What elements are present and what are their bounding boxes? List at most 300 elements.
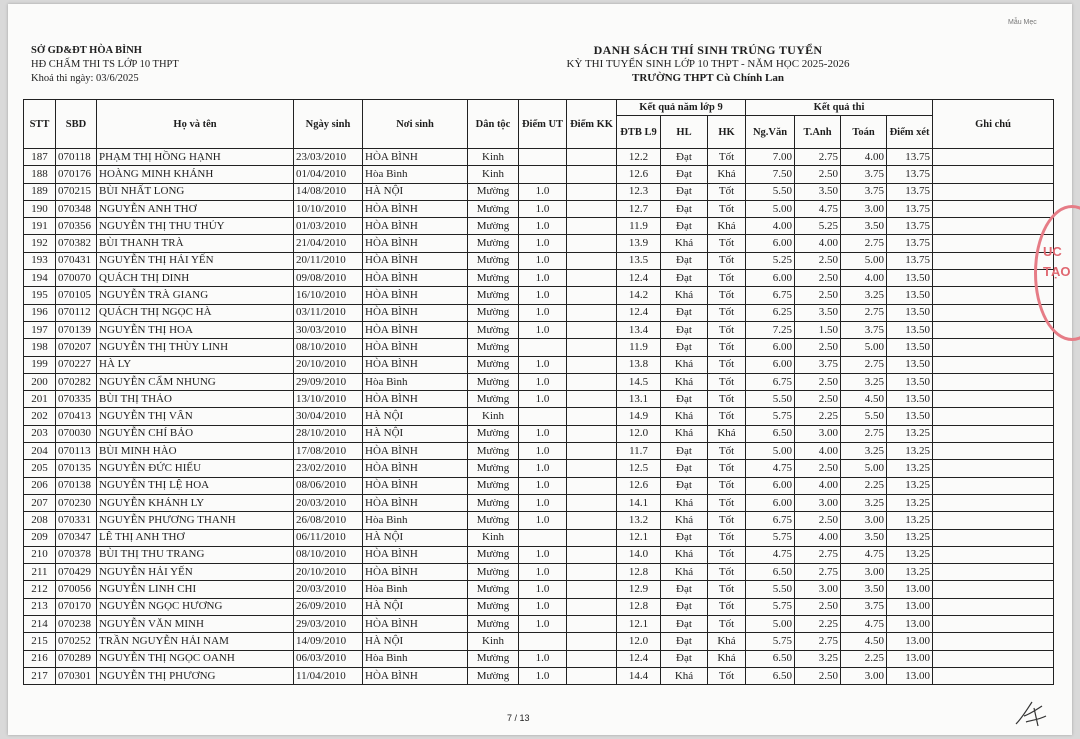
cell-hk: Tốt — [708, 287, 746, 304]
cell-name: BÙI THỊ THẢO — [97, 391, 294, 408]
cell-pob: HÒA BÌNH — [363, 149, 468, 166]
cell-van: 5.00 — [746, 443, 795, 460]
cell-xet: 13.25 — [887, 425, 933, 442]
cell-hl: Đạt — [661, 270, 708, 287]
cell-sbd: 070112 — [56, 304, 97, 321]
cell-anh: 2.50 — [795, 460, 841, 477]
cell-pob: HÒA BÌNH — [363, 339, 468, 356]
table-row — [24, 166, 1054, 183]
cell-dtb: 13.2 — [617, 512, 661, 529]
cell-kk — [567, 391, 617, 408]
cell-sbd: 070413 — [56, 408, 97, 425]
cell-sbd: 070429 — [56, 564, 97, 581]
cell-hk: Tốt — [708, 529, 746, 546]
cell-ethnic: Mường — [468, 235, 519, 252]
cell-anh: 4.00 — [795, 477, 841, 494]
cell-pob: HÒA BÌNH — [363, 667, 468, 684]
cell-toan: 2.75 — [841, 356, 887, 373]
cell-name: PHẠM THỊ HỒNG HẠNH — [97, 149, 294, 166]
cell-pob: Hòa Bình — [363, 581, 468, 598]
cell-kk — [567, 356, 617, 373]
cell-pob: HÒA BÌNH — [363, 356, 468, 373]
cell-dtb: 12.5 — [617, 460, 661, 477]
cell-pob: HÒA BÌNH — [363, 546, 468, 563]
cell-note — [933, 494, 1054, 511]
cell-stt: 210 — [24, 546, 56, 563]
cell-toan: 5.00 — [841, 339, 887, 356]
cell-hk: Khá — [708, 425, 746, 442]
cell-hl: Đạt — [661, 477, 708, 494]
cell-dtb: 14.1 — [617, 494, 661, 511]
cell-hk: Tốt — [708, 183, 746, 200]
cell-dob: 20/03/2010 — [294, 494, 363, 511]
table-row — [24, 477, 1054, 494]
cell-hl: Khá — [661, 356, 708, 373]
cell-kk — [567, 149, 617, 166]
signature-mark — [1012, 698, 1052, 730]
cell-ut: 1.0 — [519, 443, 567, 460]
cell-kk — [567, 339, 617, 356]
table-row — [24, 425, 1054, 442]
cell-hl: Khá — [661, 235, 708, 252]
cell-sbd: 070238 — [56, 616, 97, 633]
col-kk: Điểm KK — [567, 100, 617, 149]
cell-dtb: 12.4 — [617, 650, 661, 667]
cell-pob: HÒA BÌNH — [363, 235, 468, 252]
cell-dtb: 12.3 — [617, 183, 661, 200]
cell-toan: 3.25 — [841, 287, 887, 304]
cell-xet: 13.50 — [887, 373, 933, 390]
table-row — [24, 512, 1054, 529]
cell-hk: Tốt — [708, 235, 746, 252]
cell-kk — [567, 667, 617, 684]
cell-xet: 13.25 — [887, 512, 933, 529]
cell-ethnic: Mường — [468, 252, 519, 269]
cell-xet: 13.50 — [887, 339, 933, 356]
cell-name: NGUYỄN THỊ THU THỦY — [97, 218, 294, 235]
cell-dtb: 12.2 — [617, 149, 661, 166]
cell-dob: 20/03/2010 — [294, 581, 363, 598]
cell-ethnic: Kinh — [468, 529, 519, 546]
table-row — [24, 408, 1054, 425]
cell-note — [933, 477, 1054, 494]
cell-hk: Tốt — [708, 564, 746, 581]
cell-stt: 206 — [24, 477, 56, 494]
cell-pob: HÒA BÌNH — [363, 252, 468, 269]
table-row — [24, 373, 1054, 390]
cell-dtb: 12.9 — [617, 581, 661, 598]
table-row — [24, 633, 1054, 650]
cell-stt: 211 — [24, 564, 56, 581]
corner-note: Mẫu Mẹc — [1008, 19, 1037, 26]
cell-van: 6.50 — [746, 667, 795, 684]
cell-hl: Đạt — [661, 218, 708, 235]
cell-xet: 13.25 — [887, 443, 933, 460]
cell-hl: Khá — [661, 512, 708, 529]
cell-hk: Tốt — [708, 667, 746, 684]
cell-hk: Tốt — [708, 149, 746, 166]
cell-stt: 187 — [24, 149, 56, 166]
cell-pob: HÒA BÌNH — [363, 321, 468, 338]
cell-sbd: 070331 — [56, 512, 97, 529]
cell-dob: 17/08/2010 — [294, 443, 363, 460]
cell-kk — [567, 494, 617, 511]
cell-kk — [567, 287, 617, 304]
cell-anh: 2.50 — [795, 391, 841, 408]
cell-dob: 16/10/2010 — [294, 287, 363, 304]
cell-stt: 208 — [24, 512, 56, 529]
cell-stt: 189 — [24, 183, 56, 200]
cell-dtb: 13.1 — [617, 391, 661, 408]
cell-note — [933, 667, 1054, 684]
cell-ut: 1.0 — [519, 546, 567, 563]
cell-hk: Tốt — [708, 304, 746, 321]
cell-kk — [567, 460, 617, 477]
cell-kk — [567, 564, 617, 581]
cell-note — [933, 546, 1054, 563]
cell-note — [933, 529, 1054, 546]
cell-ut — [519, 633, 567, 650]
cell-kk — [567, 581, 617, 598]
cell-hl: Đạt — [661, 460, 708, 477]
cell-name: HÀ LY — [97, 356, 294, 373]
cell-kk — [567, 235, 617, 252]
col-ut: Điểm UT — [519, 100, 567, 149]
cell-ethnic: Mường — [468, 581, 519, 598]
cell-name: NGUYỄN THỊ THÙY LINH — [97, 339, 294, 356]
cell-ethnic: Mường — [468, 339, 519, 356]
cell-ut — [519, 339, 567, 356]
cell-van: 7.00 — [746, 149, 795, 166]
cell-van: 6.00 — [746, 356, 795, 373]
cell-xet: 13.25 — [887, 564, 933, 581]
cell-stt: 195 — [24, 287, 56, 304]
cell-van: 5.50 — [746, 183, 795, 200]
table-row — [24, 218, 1054, 235]
cell-dob: 01/03/2010 — [294, 218, 363, 235]
cell-kk — [567, 443, 617, 460]
cell-dob: 11/04/2010 — [294, 667, 363, 684]
cell-name: NGUYỄN PHƯƠNG THANH — [97, 512, 294, 529]
col-dob: Ngày sinh — [294, 100, 363, 149]
cell-kk — [567, 270, 617, 287]
cell-ut: 1.0 — [519, 304, 567, 321]
cell-sbd: 070170 — [56, 598, 97, 615]
cell-hl: Đạt — [661, 598, 708, 615]
col-dtb: ĐTB L9 — [617, 116, 661, 149]
cell-kk — [567, 650, 617, 667]
table-row — [24, 529, 1054, 546]
cell-ut — [519, 529, 567, 546]
cell-xet: 13.75 — [887, 183, 933, 200]
cell-name: NGUYỄN ANH THƠ — [97, 200, 294, 217]
cell-name: BÙI THANH TRÀ — [97, 235, 294, 252]
col-group-grade9: Kết quả năm lớp 9 — [617, 100, 746, 116]
cell-kk — [567, 218, 617, 235]
cell-kk — [567, 304, 617, 321]
cell-kk — [567, 546, 617, 563]
cell-hk: Tốt — [708, 598, 746, 615]
cell-stt: 198 — [24, 339, 56, 356]
cell-name: BÙI THỊ THU TRANG — [97, 546, 294, 563]
cell-ut: 1.0 — [519, 477, 567, 494]
cell-anh: 2.50 — [795, 166, 841, 183]
cell-hl: Đạt — [661, 443, 708, 460]
cell-xet: 13.50 — [887, 408, 933, 425]
cell-name: BÙI NHẤT LONG — [97, 183, 294, 200]
cell-name: QUÁCH THỊ DINH — [97, 270, 294, 287]
cell-name: NGUYỄN THỊ PHƯƠNG — [97, 667, 294, 684]
cell-toan: 4.50 — [841, 391, 887, 408]
cell-kk — [567, 252, 617, 269]
cell-note — [933, 304, 1054, 321]
cell-note — [933, 391, 1054, 408]
cell-dob: 28/10/2010 — [294, 425, 363, 442]
cell-dob: 20/11/2010 — [294, 252, 363, 269]
cell-anh: 2.50 — [795, 512, 841, 529]
cell-ethnic: Mường — [468, 373, 519, 390]
cell-hl: Đạt — [661, 321, 708, 338]
cell-pob: HÒA BÌNH — [363, 443, 468, 460]
cell-pob: HÒA BÌNH — [363, 218, 468, 235]
cell-dtb: 13.9 — [617, 235, 661, 252]
cell-xet: 13.00 — [887, 667, 933, 684]
exam-date: Khoá thi ngày: 03/6/2025 — [31, 73, 139, 84]
cell-stt: 213 — [24, 598, 56, 615]
cell-stt: 200 — [24, 373, 56, 390]
table-row — [24, 460, 1054, 477]
cell-kk — [567, 321, 617, 338]
cell-hl: Khá — [661, 408, 708, 425]
cell-name: NGUYỄN CHÍ BẢO — [97, 425, 294, 442]
cell-xet: 13.75 — [887, 200, 933, 217]
cell-toan: 4.00 — [841, 270, 887, 287]
cell-hl: Đạt — [661, 581, 708, 598]
cell-ut — [519, 166, 567, 183]
cell-name: QUÁCH THỊ NGỌC HÀ — [97, 304, 294, 321]
cell-hk: Tốt — [708, 321, 746, 338]
cell-dob: 08/10/2010 — [294, 546, 363, 563]
cell-hl: Khá — [661, 564, 708, 581]
cell-van: 6.00 — [746, 235, 795, 252]
cell-note — [933, 616, 1054, 633]
cell-pob: HÀ NỘI — [363, 183, 468, 200]
cell-anh: 2.50 — [795, 667, 841, 684]
cell-name: NGUYỄN THỊ HẢI YẾN — [97, 252, 294, 269]
cell-ut: 1.0 — [519, 356, 567, 373]
cell-dob: 26/08/2010 — [294, 512, 363, 529]
cell-name: NGUYỄN THỊ NGỌC OANH — [97, 650, 294, 667]
cell-xet: 13.75 — [887, 149, 933, 166]
cell-pob: HÀ NỘI — [363, 408, 468, 425]
stamp-text-2: TẠO — [1043, 264, 1071, 279]
cell-kk — [567, 425, 617, 442]
cell-stt: 199 — [24, 356, 56, 373]
cell-ut — [519, 149, 567, 166]
cell-anh: 2.50 — [795, 287, 841, 304]
cell-xet: 13.00 — [887, 616, 933, 633]
cell-hl: Đạt — [661, 183, 708, 200]
cell-hl: Khá — [661, 494, 708, 511]
cell-stt: 214 — [24, 616, 56, 633]
cell-note — [933, 149, 1054, 166]
cell-toan: 3.75 — [841, 598, 887, 615]
table-body — [24, 149, 1054, 685]
cell-dob: 23/02/2010 — [294, 460, 363, 477]
cell-xet: 13.25 — [887, 494, 933, 511]
cell-hl: Khá — [661, 287, 708, 304]
table-row — [24, 149, 1054, 166]
cell-anh: 4.00 — [795, 235, 841, 252]
cell-dtb: 14.9 — [617, 408, 661, 425]
cell-van: 6.25 — [746, 304, 795, 321]
cell-dtb: 11.9 — [617, 218, 661, 235]
cell-ut: 1.0 — [519, 581, 567, 598]
cell-anh: 2.50 — [795, 270, 841, 287]
col-van: Ng.Văn — [746, 116, 795, 149]
cell-toan: 3.00 — [841, 512, 887, 529]
cell-kk — [567, 477, 617, 494]
cell-hl: Đạt — [661, 149, 708, 166]
cell-ut: 1.0 — [519, 494, 567, 511]
cell-hl: Khá — [661, 425, 708, 442]
cell-hl: Đạt — [661, 633, 708, 650]
cell-dob: 13/10/2010 — [294, 391, 363, 408]
cell-hl: Đạt — [661, 529, 708, 546]
cell-stt: 193 — [24, 252, 56, 269]
issuer-council: HĐ CHẤM THI TS LỚP 10 THPT — [31, 59, 179, 70]
cell-sbd: 070118 — [56, 149, 97, 166]
cell-dtb: 13.4 — [617, 321, 661, 338]
table-row — [24, 321, 1054, 338]
cell-van: 6.00 — [746, 270, 795, 287]
cell-van: 6.00 — [746, 477, 795, 494]
cell-pob: Hòa Bình — [363, 512, 468, 529]
cell-sbd: 070356 — [56, 218, 97, 235]
cell-toan: 2.75 — [841, 235, 887, 252]
cell-ut: 1.0 — [519, 183, 567, 200]
cell-toan: 3.50 — [841, 529, 887, 546]
table-row — [24, 270, 1054, 287]
cell-hk: Tốt — [708, 200, 746, 217]
cell-pob: Hòa Bình — [363, 650, 468, 667]
cell-hk: Tốt — [708, 356, 746, 373]
cell-pob: HÒA BÌNH — [363, 616, 468, 633]
cell-xet: 13.00 — [887, 581, 933, 598]
cell-dtb: 11.7 — [617, 443, 661, 460]
cell-pob: HÀ NỘI — [363, 529, 468, 546]
cell-hk: Khá — [708, 218, 746, 235]
cell-ut — [519, 408, 567, 425]
cell-name: NGUYỄN KHÁNH LY — [97, 494, 294, 511]
table-row — [24, 581, 1054, 598]
cell-toan: 2.25 — [841, 477, 887, 494]
cell-hl: Khá — [661, 546, 708, 563]
cell-kk — [567, 183, 617, 200]
cell-ethnic: Mường — [468, 356, 519, 373]
cell-van: 5.50 — [746, 581, 795, 598]
cell-anh: 2.25 — [795, 616, 841, 633]
cell-hk: Tốt — [708, 616, 746, 633]
cell-toan: 3.00 — [841, 667, 887, 684]
cell-name: NGUYỄN NGỌC HƯƠNG — [97, 598, 294, 615]
cell-ethnic: Mường — [468, 477, 519, 494]
cell-name: TRẦN NGUYỄN HẢI NAM — [97, 633, 294, 650]
cell-pob: HÒA BÌNH — [363, 200, 468, 217]
document-title-block — [488, 43, 928, 85]
cell-pob: HÒA BÌNH — [363, 391, 468, 408]
cell-dob: 08/06/2010 — [294, 477, 363, 494]
cell-ut: 1.0 — [519, 391, 567, 408]
cell-note — [933, 598, 1054, 615]
cell-van: 4.75 — [746, 460, 795, 477]
cell-sbd: 070215 — [56, 183, 97, 200]
cell-ut: 1.0 — [519, 373, 567, 390]
cell-ethnic: Mường — [468, 616, 519, 633]
cell-anh: 2.50 — [795, 252, 841, 269]
cell-xet: 13.25 — [887, 546, 933, 563]
cell-kk — [567, 408, 617, 425]
cell-dtb: 12.8 — [617, 598, 661, 615]
cell-kk — [567, 633, 617, 650]
cell-hk: Khá — [708, 650, 746, 667]
cell-name: NGUYỄN HẢI YẾN — [97, 564, 294, 581]
cell-pob: HÀ NỘI — [363, 598, 468, 615]
cell-ethnic: Mường — [468, 425, 519, 442]
cell-note — [933, 633, 1054, 650]
cell-xet: 13.50 — [887, 304, 933, 321]
cell-dob: 03/11/2010 — [294, 304, 363, 321]
cell-hl: Khá — [661, 667, 708, 684]
cell-ut: 1.0 — [519, 460, 567, 477]
cell-dob: 06/03/2010 — [294, 650, 363, 667]
cell-toan: 3.25 — [841, 373, 887, 390]
cell-ethnic: Mường — [468, 287, 519, 304]
cell-xet: 13.25 — [887, 460, 933, 477]
document-title: DANH SÁCH THÍ SINH TRÚNG TUYỂN — [593, 43, 823, 57]
issuer-department: SỞ GD&ĐT HÒA BÌNH — [31, 45, 142, 56]
cell-sbd: 070030 — [56, 425, 97, 442]
cell-sbd: 070335 — [56, 391, 97, 408]
cell-sbd: 070382 — [56, 235, 97, 252]
cell-dob: 30/04/2010 — [294, 408, 363, 425]
cell-toan: 2.25 — [841, 650, 887, 667]
cell-van: 6.00 — [746, 494, 795, 511]
cell-sbd: 070207 — [56, 339, 97, 356]
cell-sbd: 070289 — [56, 650, 97, 667]
cell-stt: 191 — [24, 218, 56, 235]
table-row — [24, 356, 1054, 373]
table-row — [24, 287, 1054, 304]
cell-kk — [567, 512, 617, 529]
cell-name: NGUYỄN CẨM NHUNG — [97, 373, 294, 390]
cell-note — [933, 339, 1054, 356]
cell-name: NGUYỄN TRÀ GIANG — [97, 287, 294, 304]
cell-ut: 1.0 — [519, 425, 567, 442]
cell-dtb: 13.8 — [617, 356, 661, 373]
cell-dob: 20/10/2010 — [294, 356, 363, 373]
cell-anh: 1.50 — [795, 321, 841, 338]
cell-kk — [567, 166, 617, 183]
cell-toan: 3.75 — [841, 183, 887, 200]
cell-note — [933, 166, 1054, 183]
cell-hl: Đạt — [661, 252, 708, 269]
cell-note — [933, 183, 1054, 200]
cell-sbd: 070348 — [56, 200, 97, 217]
cell-stt: 196 — [24, 304, 56, 321]
cell-dob: 09/08/2010 — [294, 270, 363, 287]
cell-sbd: 070347 — [56, 529, 97, 546]
